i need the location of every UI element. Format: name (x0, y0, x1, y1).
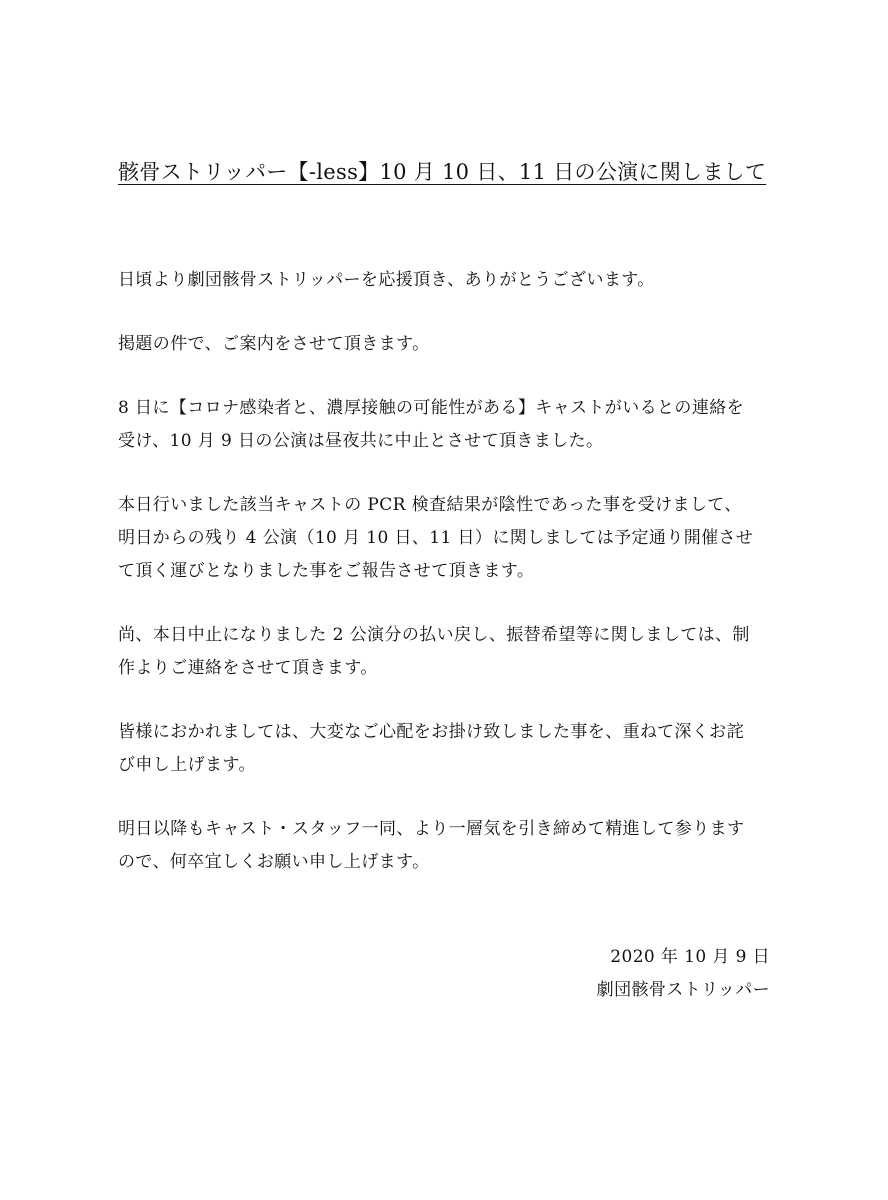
paragraph-line: 尚、本日中止になりました 2 公演分の払い戻し、振替希望等に関しましては、制 (118, 625, 750, 645)
paragraph-line: 明日以降もキャスト・スタッフ一同、より一層気を引き締めて精進して参ります (118, 819, 745, 839)
paragraph-line: て頂く運びとなりました事をご報告させて頂きます。 (118, 561, 535, 581)
signature-block (597, 941, 770, 1007)
paragraph-line: 皆様におかれましては、大変なご心配をお掛け致しました事を、重ねて深くお詫 (118, 722, 744, 742)
paragraph-line: 受け、10 月 9 日の公演は昼夜共に中止とさせて頂きました。 (118, 431, 604, 451)
signature-organization: 劇団骸骨ストリッパー (596, 980, 770, 1000)
paragraph-line: 本日行いました該当キャストの PCR 検査結果が陰性であった事を受けまして、 (118, 495, 742, 515)
paragraph-closing (118, 813, 778, 879)
paragraph-line: 日頃より劇団骸骨ストリッパーを応援頂き、ありがとうございます。 (118, 270, 655, 290)
paragraph-refund (118, 619, 778, 685)
paragraph-greeting (118, 264, 778, 297)
paragraph-line: 明日からの残り 4 公演（10 月 10 日、11 日）に関しましては予定通り開催させ (118, 528, 754, 548)
paragraph-line: 8 日に【コロナ感染者と、濃厚接触の可能性がある】キャストがいるとの連絡を (118, 398, 745, 418)
document-body (118, 264, 778, 910)
document-title: 骸骨ストリッパー【-less】10 月 10 日、11 日の公演に関しまして (118, 160, 767, 184)
paragraph-line: び申し上げます。 (118, 755, 256, 775)
paragraph-cancellation (118, 392, 778, 458)
paragraph-line: 掲題の件で、ご案内をさせて頂きます。 (118, 334, 430, 354)
paragraph-line: 作よりご連絡をさせて頂きます。 (118, 658, 378, 678)
paragraph-line: ので、何卒宜しくお願い申し上げます。 (118, 852, 430, 872)
paragraph-apology (118, 716, 778, 782)
paragraph-pcr-result (118, 489, 778, 588)
paragraph-intro (118, 328, 778, 361)
signature-date: 2020 年 10 月 9 日 (610, 947, 770, 967)
